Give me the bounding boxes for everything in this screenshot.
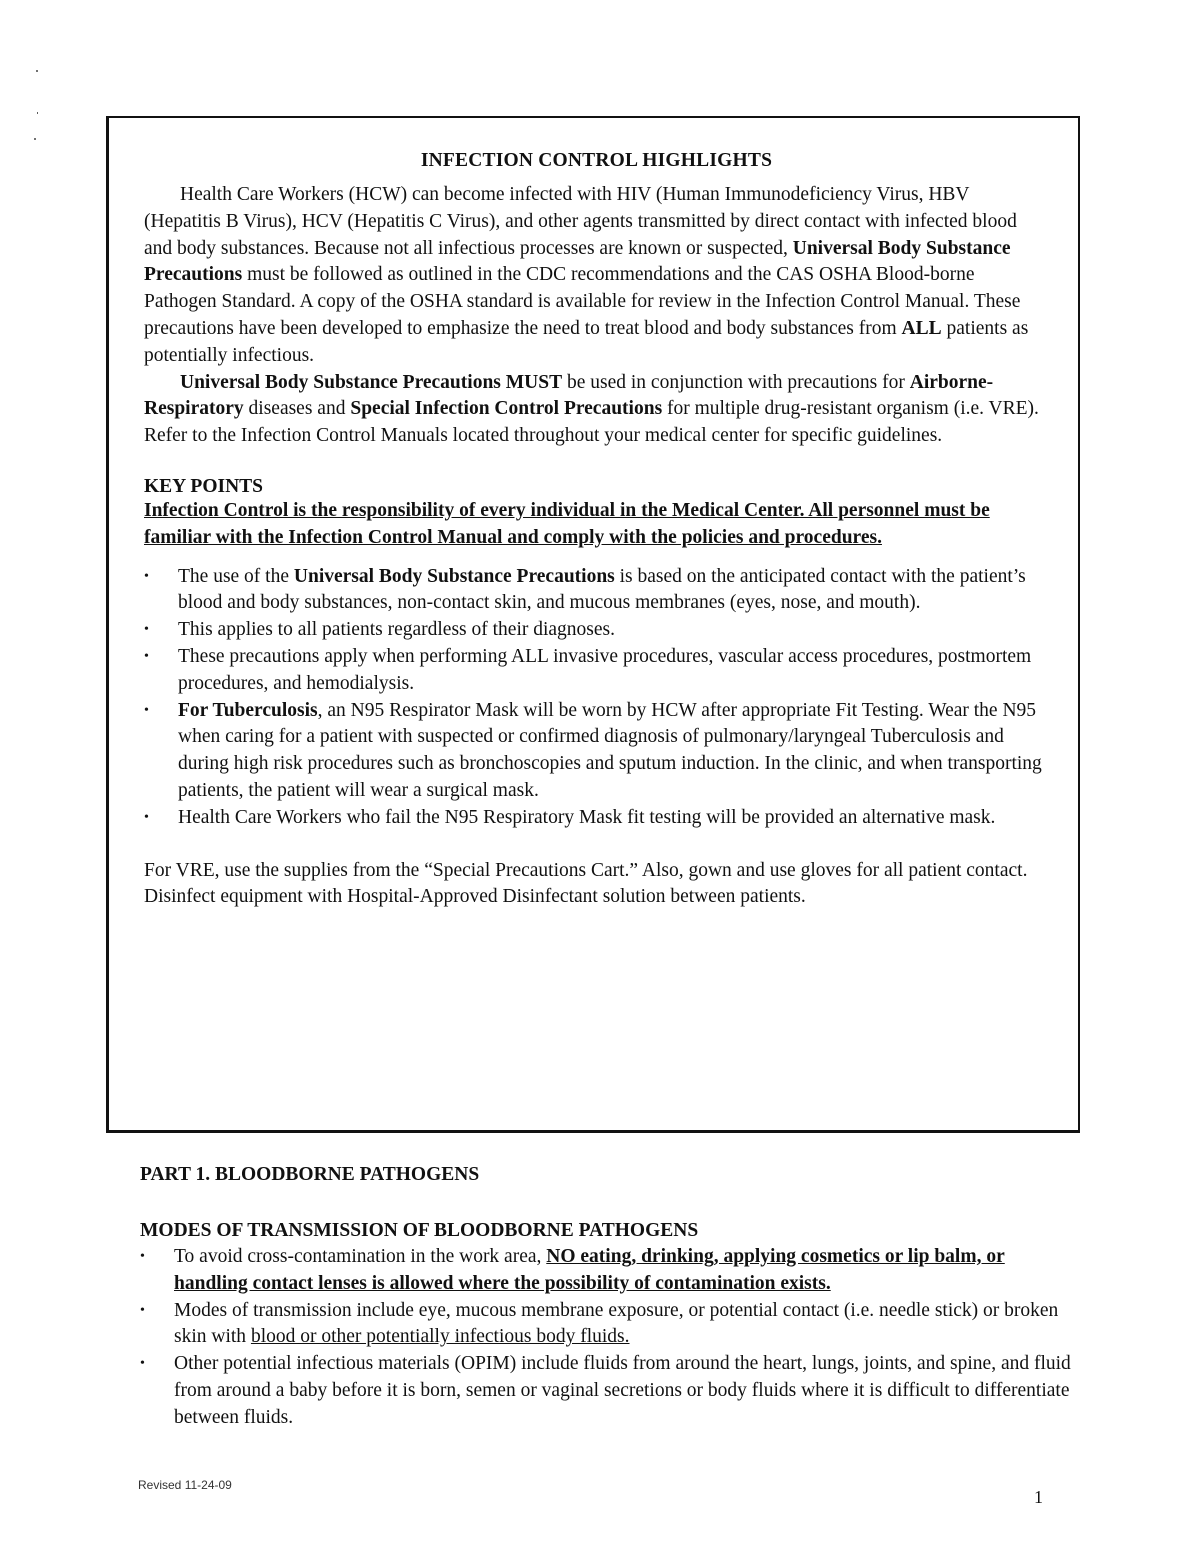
scan-specks — [32, 62, 42, 152]
intro-paragraph: Health Care Workers (HCW) can become infected with HIV (Human Immunodeficiency Virus, HBV (Hepatitis B Virus), HCV (Hepatitis C Virus), and other agents transmitted by direct contact with infected blood and body substances. Because not all infectious processes are known or suspected, Universal Body Substance Precautions must be followed as outlined in the CDC recommendations and the CAS OSHA Blood-borne Pathogen Standard. A copy of the OSHA standard is available for review in the Infection Control Manual. These precautions have been developed to emphasize the need to treat blood and body substances from ALL patients as potentially infectious. — [144, 184, 1029, 366]
page-number: 1 — [1034, 1487, 1043, 1507]
modes-heading: MODES OF TRANSMISSION OF BLOODBORNE PATHOGENS — [140, 1220, 699, 1241]
modes-section — [140, 1220, 1080, 1432]
list-item: • This applies to all patients regardless of their diagnoses. — [144, 617, 1049, 644]
list-item: • Health Care Workers who fail the N95 Respiratory Mask fit testing will be provided an alternative mask. — [144, 805, 1049, 832]
list-item: • The use of the Universal Body Substance Precautions is based on the anticipated contact with the patient’s blood and body substances, non-contact skin, and mucous membranes (eyes, nose, and mouth). — [144, 564, 1049, 618]
list-item: • Modes of transmission include eye, mucous membrane exposure, or potential contact (i.e. needle stick) or broken skin with blood or other potentially infectious body fluids. — [140, 1298, 1080, 1352]
modes-list — [140, 1244, 1080, 1432]
key-points-list — [144, 564, 1049, 832]
key-points-heading: KEY POINTS — [144, 475, 264, 497]
box-title: INFECTION CONTROL HIGHLIGHTS — [420, 150, 773, 171]
list-item: • To avoid cross-contamination in the work area, NO eating, drinking, applying cosmetics or lip balm, or handling contact lenses is allowed where the possibility of contamination exists. — [140, 1244, 1080, 1298]
precautions-paragraph: Universal Body Substance Precautions MUST be used in conjunction with precautions for Airborne-Respiratory diseases and Special Infection Control Precautions for multiple drug-resistant organism (i.e. VRE). Refer to the Infection Control Manuals located throughout your medical center for specific guidelines. — [144, 371, 1039, 447]
vre-note: For VRE, use the supplies from the “Special Precautions Cart.” Also, gown and use gloves for all patient contact. Disinfect equipment with Hospital-Approved Disinfectant solution between patients. — [144, 859, 1028, 908]
key-points-statement: Infection Control is the responsibility of every individual in the Medical Center. All personnel must be familiar with the Infection Control Manual and comply with the policies and procedures. — [144, 499, 990, 548]
list-item: • These precautions apply when performing ALL invasive procedures, vascular access procedures, postmortem procedures, and hemodialysis. — [144, 644, 1049, 698]
list-item: • For Tuberculosis, an N95 Respirator Mask will be worn by HCW after appropriate Fit Testing. Wear the N95 when caring for a patient with suspected or confirmed diagnosis of pulmonary/laryngeal Tuberculosis and during high risk procedures such as bronchoscopies and sputum induction. In the clinic, and when transporting patients, the patient will wear a surgical mask. — [144, 698, 1049, 805]
part1-heading: PART 1. BLOODBORNE PATHOGENS — [140, 1164, 480, 1185]
revision-date: Revised 11-24-09 — [138, 1478, 232, 1492]
infection-control-box — [106, 116, 1080, 1133]
list-item: • Other potential infectious materials (OPIM) include fluids from around the heart, lungs, joints, and spine, and fluid from around a baby before it is born, semen or vaginal secretions or body fluids where it is difficult to differentiate between fluids. — [140, 1351, 1080, 1431]
